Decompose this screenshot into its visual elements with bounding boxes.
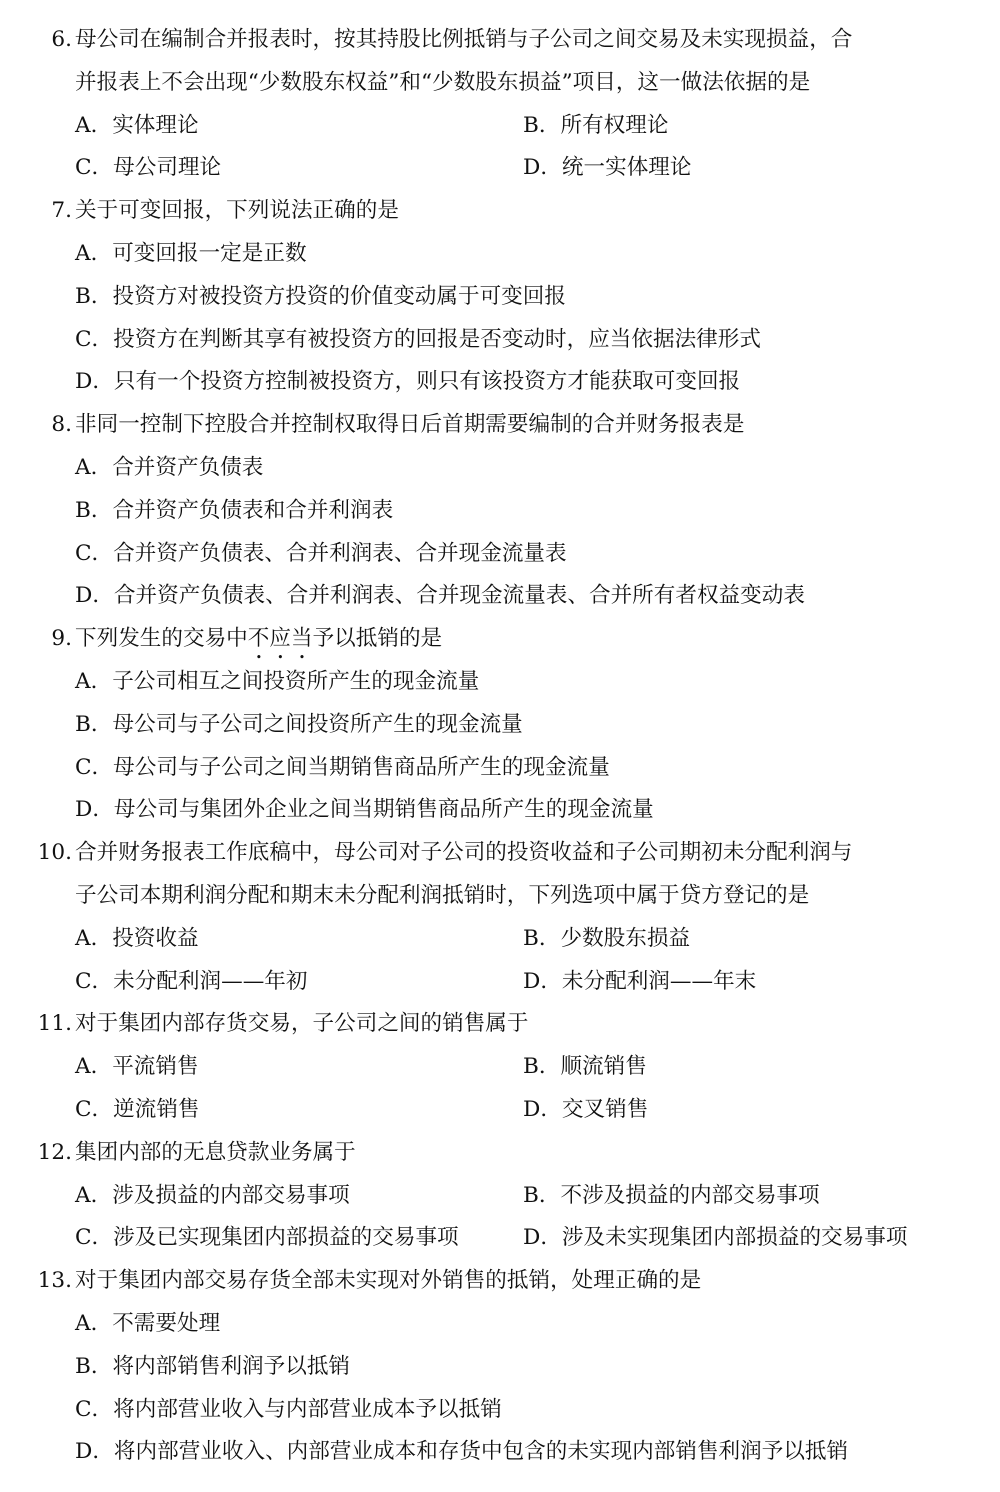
option-b xyxy=(75,276,566,319)
option-letter: A． xyxy=(75,1054,113,1080)
option-row xyxy=(0,1389,1000,1432)
question-number: 8. xyxy=(51,412,72,438)
question-number: 10. xyxy=(37,840,72,866)
option-letter: B． xyxy=(523,112,561,138)
option-text: 将内部销售利润予以抵销 xyxy=(112,1353,351,1379)
option-letter: B． xyxy=(75,1353,113,1379)
option-row xyxy=(0,1346,1000,1389)
option-b xyxy=(75,1346,350,1389)
option-letter: B． xyxy=(523,1182,561,1208)
option-row xyxy=(0,319,1000,362)
option-a xyxy=(75,447,263,490)
option-d xyxy=(523,147,692,190)
option-letter: C． xyxy=(75,968,114,994)
option-letter: A． xyxy=(75,925,113,951)
option-d xyxy=(523,961,756,1004)
option-text: 母公司理论 xyxy=(113,155,222,181)
option-b xyxy=(523,1175,820,1218)
stem-text-emphasis: 不应当 xyxy=(247,626,313,652)
question-stem-line xyxy=(0,875,1000,918)
option-row xyxy=(0,1303,1000,1346)
option-letter: A． xyxy=(75,240,113,266)
stem-text-post: 予以抵销的是 xyxy=(312,626,443,652)
option-text: 交叉销售 xyxy=(561,1096,649,1122)
option-letter: C． xyxy=(75,155,114,181)
option-row xyxy=(0,918,1000,961)
option-c xyxy=(75,147,221,190)
question-9 xyxy=(0,618,1000,832)
question-stem-line xyxy=(0,1260,1000,1303)
stem-text-pre: 下列发生的交易中 xyxy=(75,626,248,652)
option-letter: D． xyxy=(523,1225,562,1251)
option-text: 母公司与子公司之间当期销售商品所产生的现金流量 xyxy=(113,754,610,780)
option-text: 合并资产负债表 xyxy=(112,454,264,480)
option-text: 将内部营业收入、内部营业成本和存货中包含的未实现内部销售利润予以抵销 xyxy=(113,1439,849,1465)
option-c xyxy=(75,533,567,576)
option-letter: C． xyxy=(75,1396,114,1422)
option-a xyxy=(75,918,199,961)
option-letter: D． xyxy=(523,155,562,181)
question-number: 13. xyxy=(37,1268,72,1294)
option-row xyxy=(0,747,1000,790)
question-stem-line xyxy=(0,19,1000,62)
option-a xyxy=(75,233,307,276)
option-text: 所有权理论 xyxy=(560,112,669,138)
option-text: 投资收益 xyxy=(112,925,199,951)
question-6 xyxy=(0,19,1000,190)
question-12 xyxy=(0,1132,1000,1260)
exam-page xyxy=(0,19,1000,1474)
option-letter: B． xyxy=(523,1054,561,1080)
option-letter: A． xyxy=(75,454,113,480)
option-row xyxy=(0,1217,1000,1260)
option-text: 逆流销售 xyxy=(113,1096,200,1122)
option-b xyxy=(523,918,690,961)
question-stem-line xyxy=(0,832,1000,875)
option-text: 顺流销售 xyxy=(560,1054,647,1080)
option-text: 只有一个投资方控制被投资方，则只有该投资方才能获取可变回报 xyxy=(113,369,741,395)
option-row xyxy=(0,789,1000,832)
option-letter: A． xyxy=(75,1310,113,1336)
option-letter: D． xyxy=(75,583,114,609)
question-number: 6. xyxy=(51,27,72,52)
option-letter: B． xyxy=(75,711,113,737)
option-text: 投资方对被投资方投资的价值变动属于可变回报 xyxy=(112,283,566,309)
question-7 xyxy=(0,190,1000,404)
option-text: 合并资产负债表、合并利润表、合并现金流量表、合并所有者权益变动表 xyxy=(113,583,805,609)
option-d xyxy=(75,361,740,404)
option-letter: C． xyxy=(75,754,114,780)
option-row xyxy=(0,704,1000,747)
question-number: 9. xyxy=(51,626,72,652)
option-a xyxy=(75,105,199,148)
option-b xyxy=(523,105,668,148)
option-letter: C． xyxy=(75,1096,114,1122)
option-d xyxy=(75,575,805,618)
option-text: 未分配利润——年初 xyxy=(113,968,308,994)
option-text: 不需要处理 xyxy=(112,1310,221,1336)
option-d xyxy=(75,1431,848,1474)
option-row xyxy=(0,575,1000,618)
option-text: 子公司相互之间投资所产生的现金流量 xyxy=(112,668,480,694)
option-text: 母公司与集团外企业之间当期销售商品所产生的现金流量 xyxy=(113,797,654,823)
question-stem-line xyxy=(0,1003,1000,1046)
question-stem-text: 对于集团内部交易存货全部未实现对外销售的抵销，处理正确的是 xyxy=(75,1268,702,1294)
option-row xyxy=(0,361,1000,404)
question-stem-text xyxy=(75,618,442,664)
option-c xyxy=(75,1389,502,1432)
option-text: 实体理论 xyxy=(112,112,199,138)
option-a xyxy=(75,1046,199,1089)
option-row xyxy=(0,1175,1000,1218)
option-text: 统一实体理论 xyxy=(561,155,692,181)
question-stem-text: 子公司本期利润分配和期末未分配利润抵销时，下列选项中属于贷方登记的是 xyxy=(75,882,810,908)
question-11 xyxy=(0,1003,1000,1131)
option-a xyxy=(75,661,479,704)
question-stem-text: 关于可变回报，下列说法正确的是 xyxy=(75,198,399,224)
option-c xyxy=(75,1217,459,1260)
question-number: 11. xyxy=(37,1011,72,1037)
option-letter: D． xyxy=(523,1096,562,1122)
option-row xyxy=(0,490,1000,533)
option-letter: C． xyxy=(75,1225,114,1251)
option-row xyxy=(0,533,1000,576)
option-row xyxy=(0,105,1000,148)
option-text: 不涉及损益的内部交易事项 xyxy=(560,1182,820,1208)
option-a xyxy=(75,1175,350,1218)
question-8 xyxy=(0,404,1000,618)
option-text: 涉及未实现集团内部损益的交易事项 xyxy=(561,1225,908,1251)
question-stem-text: 对于集团内部存货交易，子公司之间的销售属于 xyxy=(75,1011,529,1037)
option-c xyxy=(75,319,761,362)
option-row xyxy=(0,961,1000,1004)
question-10 xyxy=(0,832,1000,1003)
option-letter: A． xyxy=(75,668,113,694)
option-letter: D． xyxy=(75,1439,114,1465)
option-text: 可变回报一定是正数 xyxy=(112,240,307,266)
question-stem-line xyxy=(0,404,1000,447)
question-13 xyxy=(0,1260,1000,1474)
question-stem-line xyxy=(0,1132,1000,1175)
question-stem-text: 集团内部的无息贷款业务属于 xyxy=(75,1139,356,1165)
option-letter: C． xyxy=(75,326,114,352)
option-c xyxy=(75,1089,200,1132)
option-row xyxy=(0,1089,1000,1132)
option-c xyxy=(75,747,610,790)
option-a xyxy=(75,1303,220,1346)
option-row xyxy=(0,147,1000,190)
question-stem-line xyxy=(0,618,1000,661)
option-text: 母公司与子公司之间投资所产生的现金流量 xyxy=(112,711,523,737)
option-text: 合并资产负债表、合并利润表、合并现金流量表 xyxy=(113,540,567,566)
option-letter: D． xyxy=(75,797,114,823)
option-text: 涉及已实现集团内部损益的交易事项 xyxy=(113,1225,459,1251)
question-stem-line xyxy=(0,62,1000,105)
option-letter: A． xyxy=(75,112,113,138)
option-letter: B． xyxy=(75,283,113,309)
option-row xyxy=(0,1431,1000,1474)
option-d xyxy=(523,1089,648,1132)
option-text: 少数股东损益 xyxy=(560,925,691,951)
option-letter: B． xyxy=(75,497,113,523)
question-number: 7. xyxy=(51,198,72,224)
question-number: 12. xyxy=(37,1139,72,1165)
option-text: 将内部营业收入与内部营业成本予以抵销 xyxy=(113,1396,502,1422)
option-text: 平流销售 xyxy=(112,1054,199,1080)
option-text: 涉及损益的内部交易事项 xyxy=(112,1182,350,1208)
option-row xyxy=(0,661,1000,704)
option-d xyxy=(523,1217,907,1260)
option-d xyxy=(75,789,654,832)
option-text: 合并资产负债表和合并利润表 xyxy=(112,497,394,523)
option-row xyxy=(0,233,1000,276)
option-letter: D． xyxy=(523,968,562,994)
option-row xyxy=(0,1046,1000,1089)
question-stem-text: 母公司在编制合并报表时，按其持股比例抵销与子公司之间交易及未实现损益，合 xyxy=(75,27,853,52)
question-stem-line xyxy=(0,190,1000,233)
option-row xyxy=(0,276,1000,319)
question-stem-text: 非同一控制下控股合并控制权取得日后首期需要编制的合并财务报表是 xyxy=(75,412,745,438)
option-letter: A． xyxy=(75,1182,113,1208)
option-text: 投资方在判断其享有被投资方的回报是否变动时，应当依据法律形式 xyxy=(113,326,761,352)
option-c xyxy=(75,961,307,1004)
option-row xyxy=(0,447,1000,490)
option-letter: C． xyxy=(75,540,114,566)
option-letter: D． xyxy=(75,369,114,395)
option-b xyxy=(523,1046,647,1089)
option-b xyxy=(75,704,523,747)
option-letter: B． xyxy=(523,925,561,951)
option-text: 未分配利润——年末 xyxy=(561,968,757,994)
option-b xyxy=(75,490,393,533)
question-stem-text: 并报表上不会出现“少数股东权益”和“少数股东损益”项目，这一做法依据的是 xyxy=(75,69,811,95)
question-stem-text: 合并财务报表工作底稿中，母公司对子公司的投资收益和子公司期初未分配利润与 xyxy=(75,840,853,866)
